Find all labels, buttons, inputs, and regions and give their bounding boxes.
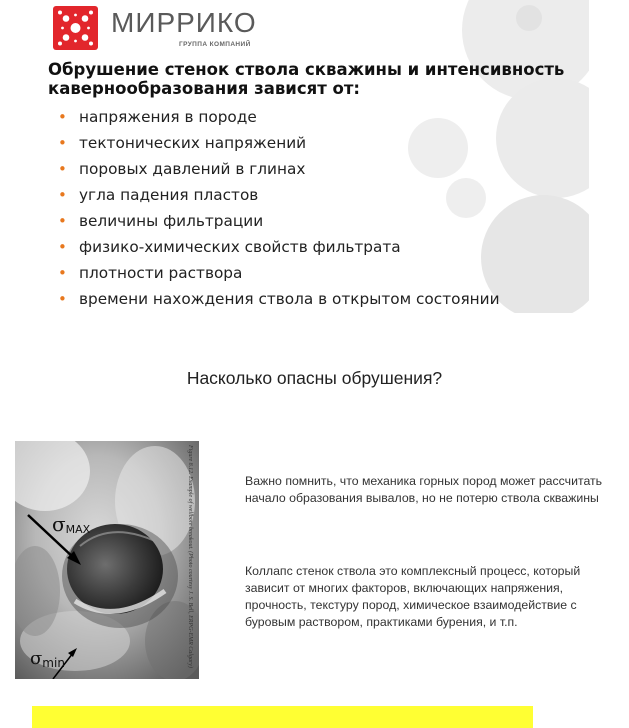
- paragraph-2: Коллапс стенок ствола это комплексный процесс, который зависит от многих факторов, включающих напряжения, прочность, текстуру пород, химическое взаимодействие с буровым раствором, практиками бурения, и т.п.: [245, 564, 581, 629]
- highlight-bar: [32, 706, 533, 728]
- company-name: МИРРИКО: [111, 7, 257, 38]
- list-item: • тектонических напряжений: [56, 130, 500, 156]
- bullet-icon: •: [58, 108, 67, 126]
- list-item: • угла падения пластов: [56, 182, 500, 208]
- decor-circle: [516, 5, 542, 31]
- section-heading: Насколько опасны обрушения?: [186, 368, 443, 388]
- bullet-icon: •: [58, 186, 67, 204]
- bullet-icon: •: [58, 134, 67, 152]
- slide-panel: [36, 0, 589, 313]
- list-item: • поровых давлений в глинах: [56, 156, 500, 182]
- bullet-icon: •: [58, 212, 67, 230]
- company-logo-icon: [53, 6, 98, 50]
- bullet-icon: •: [58, 264, 67, 282]
- sigma-max-label: $\sigma_{MAX}$: [52, 512, 91, 536]
- bullet-icon: •: [58, 160, 67, 178]
- photo-caption: Figure 8.12. Example of wellbore breakout. (Photo courtesy J. S. Bell, ERPG-EMR Calgary): [187, 445, 193, 668]
- slide-title: Обрушение стенок ствола скважины и интенсивность кавернообразования зависят от:: [48, 60, 565, 98]
- sigma-min-label: $\sigma_{min}$: [30, 648, 65, 670]
- factor-list: [56, 104, 500, 312]
- bullet-icon: •: [58, 290, 67, 308]
- wellbore-breakout-photo: [15, 441, 199, 679]
- list-item: • плотности раствора: [56, 260, 500, 286]
- list-item: • физико-химических свойств фильтрата: [56, 234, 500, 260]
- list-item: • времени нахождения ствола в открытом состоянии: [56, 286, 500, 312]
- list-item: • напряжения в породе: [56, 104, 500, 130]
- company-subtitle: ГРУППА КОМПАНИЙ: [179, 41, 251, 48]
- bullet-icon: •: [58, 238, 67, 256]
- list-item: • величины фильтрации: [56, 208, 500, 234]
- paragraph-1: Важно помнить, что механика горных пород может рассчитать начало образования вывалов, но не потерю ствола скважины: [245, 474, 603, 505]
